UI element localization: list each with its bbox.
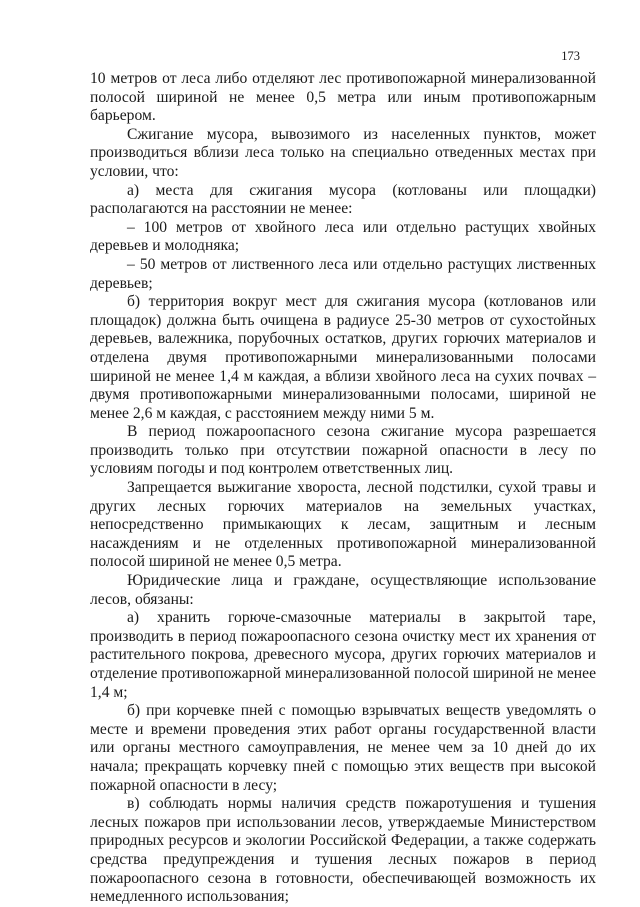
paragraph-fire-season: В период пожароопасного сезона сжигание мусора разрешается производить только при отсутствии пожарной опасности в лесу по условиям погоды и под контролем ответственных лиц. xyxy=(90,423,596,478)
paragraph-obligation-b: б) при корчевке пней с помощью взрывчатых веществ уведомлять о месте и времени проведения этих работ органы государственной власти или органы местного самоуправления, не менее чем за 10 дней до их начала; прекращать корчевку пней с помощью этих веществ при высокой пожарной опасности в лесу; xyxy=(90,702,596,794)
paragraph-item-a: а) места для сжигания мусора (котлованы или площадки) располагаются на расстоянии не менее: xyxy=(90,181,596,218)
paragraph-continuation: 10 метров от леса либо отделяют лес противопожарной минерализованной полосой шириной не менее 0,5 метра или иным противопожарным барьером. xyxy=(90,70,596,125)
paragraph-prohibition: Запрещается выжигание хвороста, лесной подстилки, сухой травы и других лесных горючих материалов на земельных участках, непосредственно примыкающих к лесам, защитным и лесным насаждениям и не отделенных противопожарной минерализованной полосой шириной не менее 0,5 метра. xyxy=(90,479,596,571)
paragraph-item-b: б) территория вокруг мест для сжигания мусора (котлованов или площадок) должна быть очищена в радиусе 25-30 метров от сухостойных деревьев, валежника, порубочных остатков, других горючих материалов и отделена двумя противопожарными минерализованными полосами шириной не менее 1,4 м каждая, а вблизи хвойного леса на сухих почвах – двумя противопожарными минерализованными полосами, шириной не менее 2,6 м каждая, с расстоянием между ними 5 м. xyxy=(90,293,596,422)
paragraph-waste-burning: Сжигание мусора, вывозимого из населенных пунктов, может производиться вблизи леса только на специально отведенных местах при условии, что: xyxy=(90,125,596,180)
paragraph-obligations: Юридические лица и граждане, осуществляющие использование лесов, обязаны: xyxy=(90,572,596,608)
paragraph-obligation-a: а) хранить горюче-смазочные материалы в закрытой таре, производить в период пожароопасного сезона очистку мест их хранения от растительного покрова, древесного мусора, других горючих материалов и отделение противопожарной минерализованной полосой шириной не менее 1,4 м; xyxy=(90,609,596,701)
paragraph-dash-deciduous: – 50 метров от лиственного леса или отдельно растущих лиственных деревьев; xyxy=(90,255,596,292)
body-text xyxy=(90,70,596,907)
paragraph-obligation-v: в) соблюдать нормы наличия средств пожаротушения и тушения лесных пожаров при использовании лесов, утверждаемые Министерством природных ресурсов и экологии Российской Федерации, а также содержать средства предупреждения и тушения лесных пожаров в период пожароопасного сезона в готовности, обеспечивающей возможность их немедленного использования; xyxy=(90,795,596,906)
paragraph-dash-coniferous: – 100 метров от хвойного леса или отдельно растущих хвойных деревьев и молодняка; xyxy=(90,218,596,255)
page-number: 173 xyxy=(561,49,580,63)
